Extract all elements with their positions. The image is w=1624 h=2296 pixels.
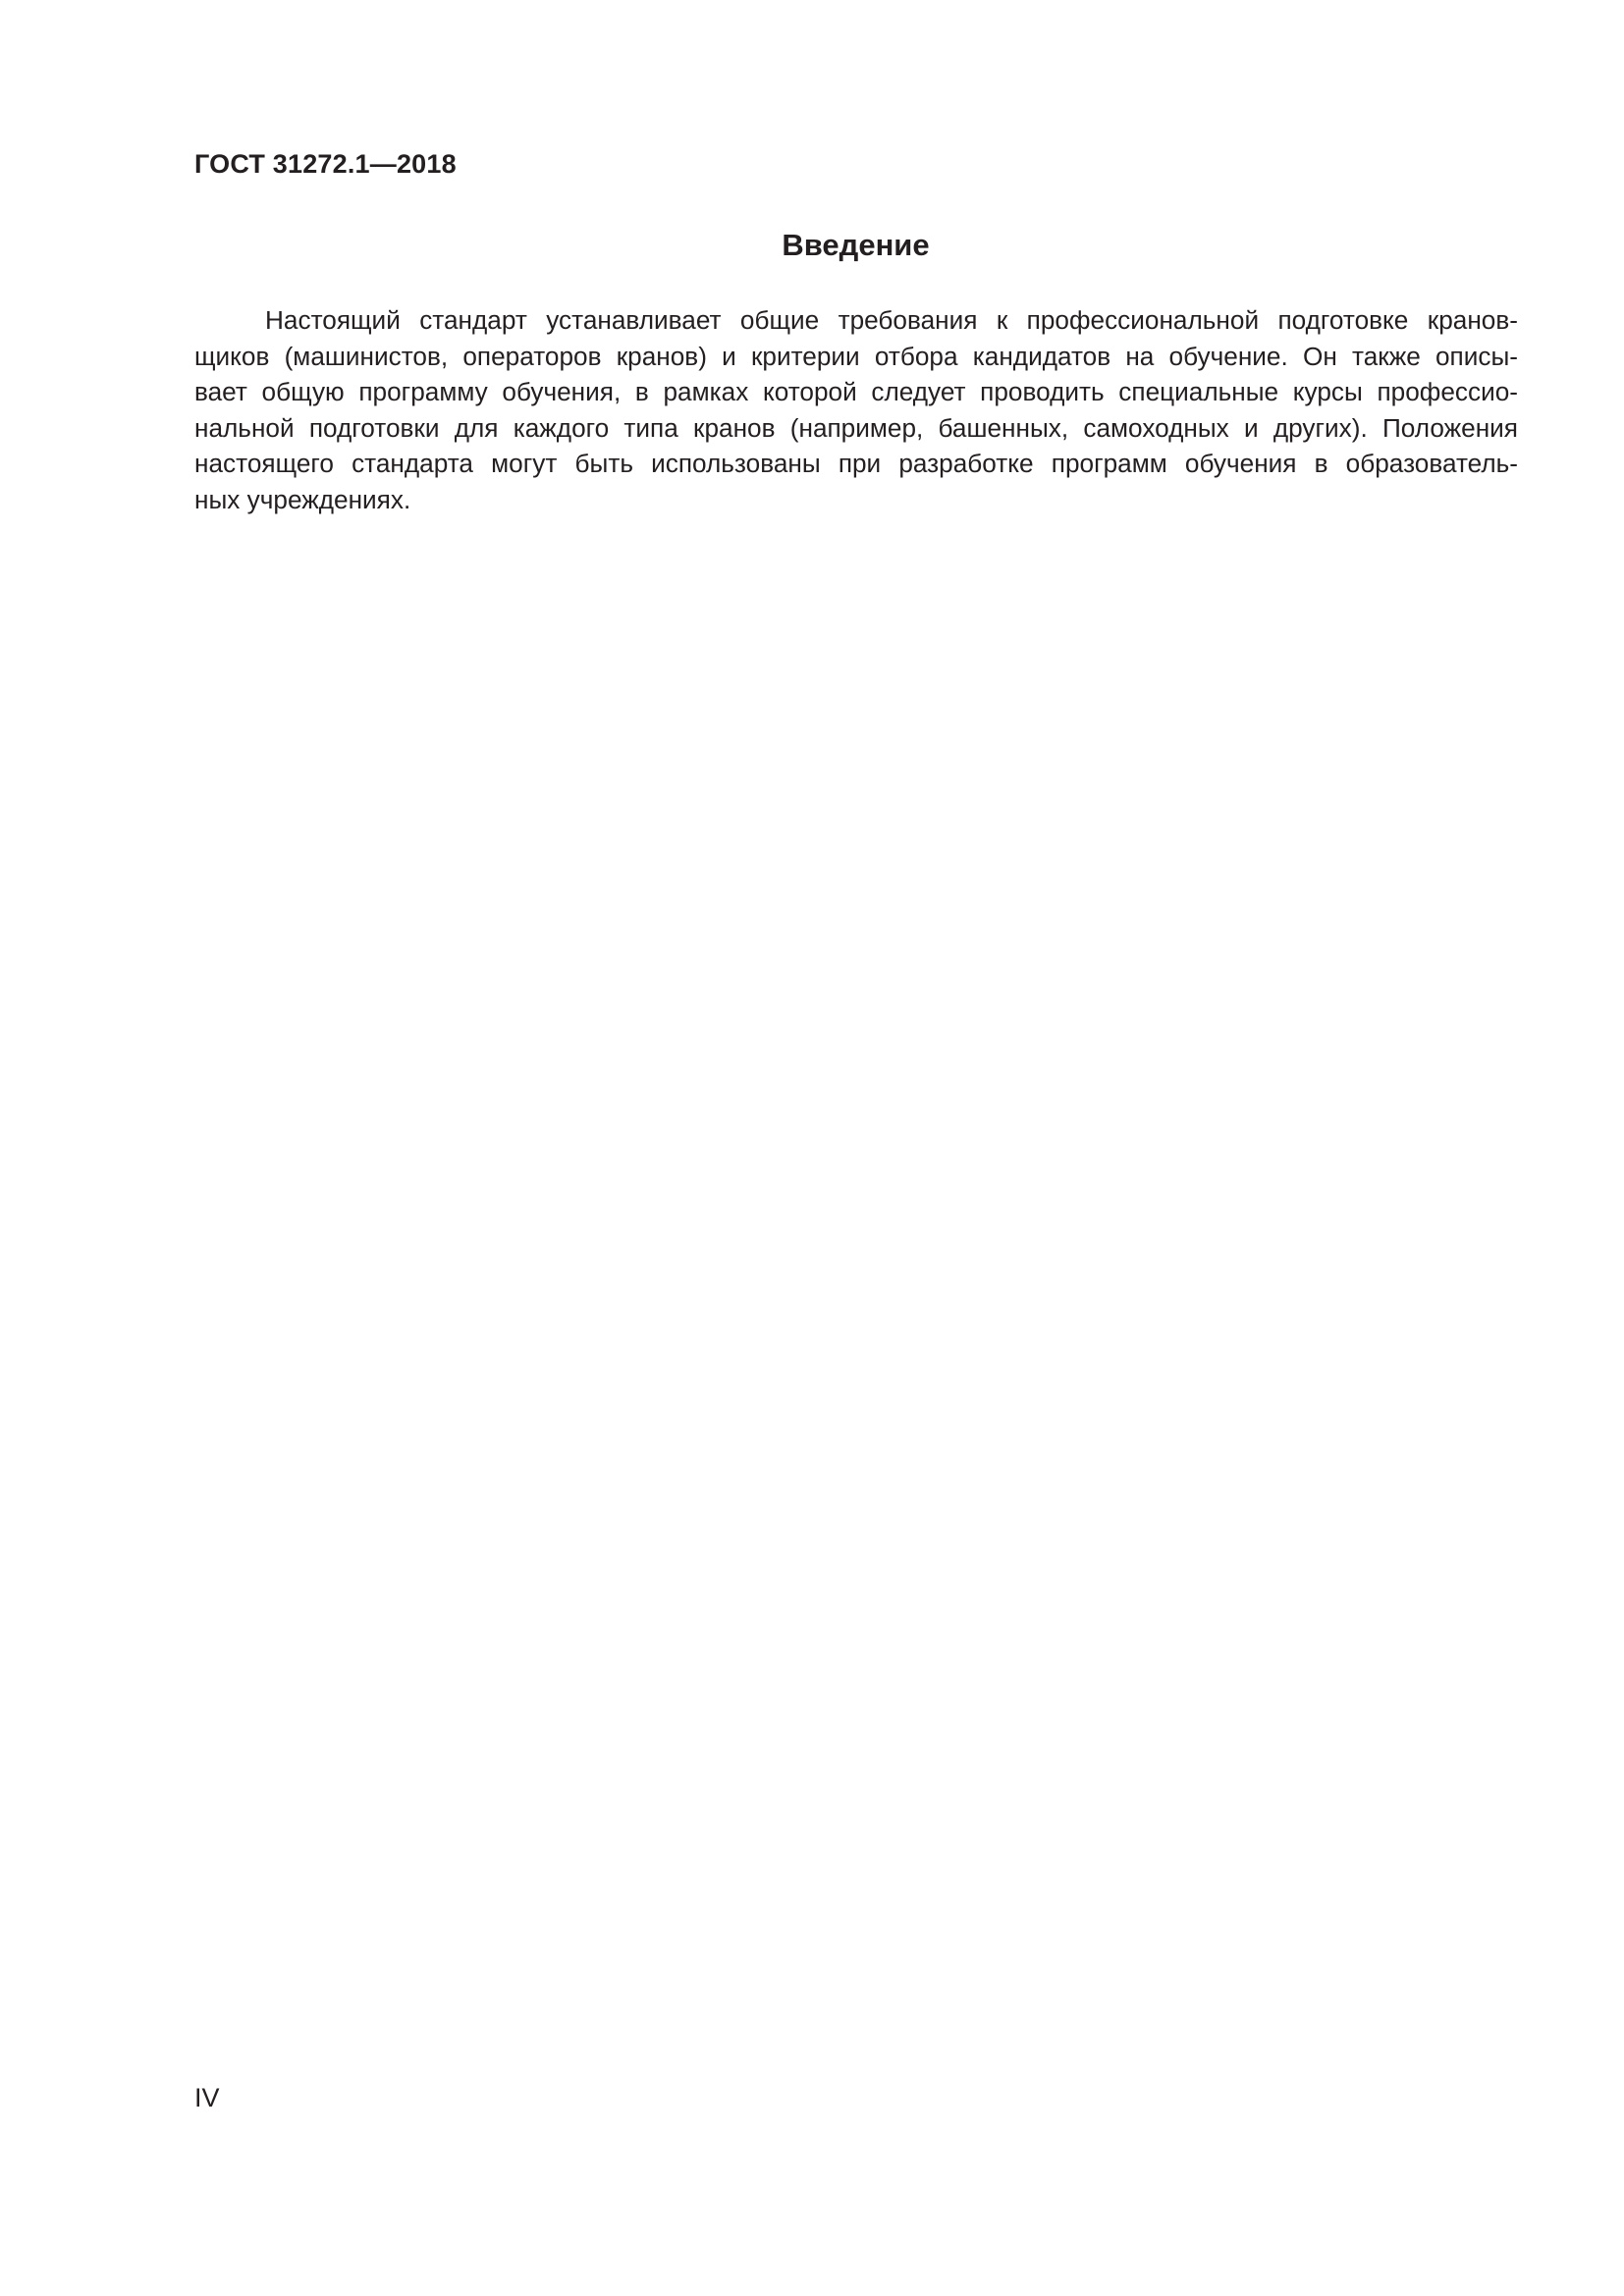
document-code-header: ГОСТ 31272.1—2018 [194,149,457,179]
paragraph-line: ных учреждениях. [194,484,411,514]
paragraph-line: Настоящий стандарт устанавливает общие требования к профессиональной подготовке кранов- [265,305,1518,335]
paragraph-line: настоящего стандарта могут быть использованы при разработке программ обучения в образователь- [194,449,1518,479]
page-number: IV [194,2083,220,2112]
paragraph-line: вает общую программу обучения, в рамках которой следует проводить специальные курсы профессио- [194,377,1518,407]
introduction-paragraph [194,302,1518,518]
section-title: Введение [782,228,930,262]
paragraph-line: нальной подготовки для каждого типа кранов (например, башенных, самоходных и других). Положения [194,412,1518,443]
paragraph-line: щиков (машинистов, операторов кранов) и критерии отбора кандидатов на обучение. Он также описы- [194,341,1518,371]
